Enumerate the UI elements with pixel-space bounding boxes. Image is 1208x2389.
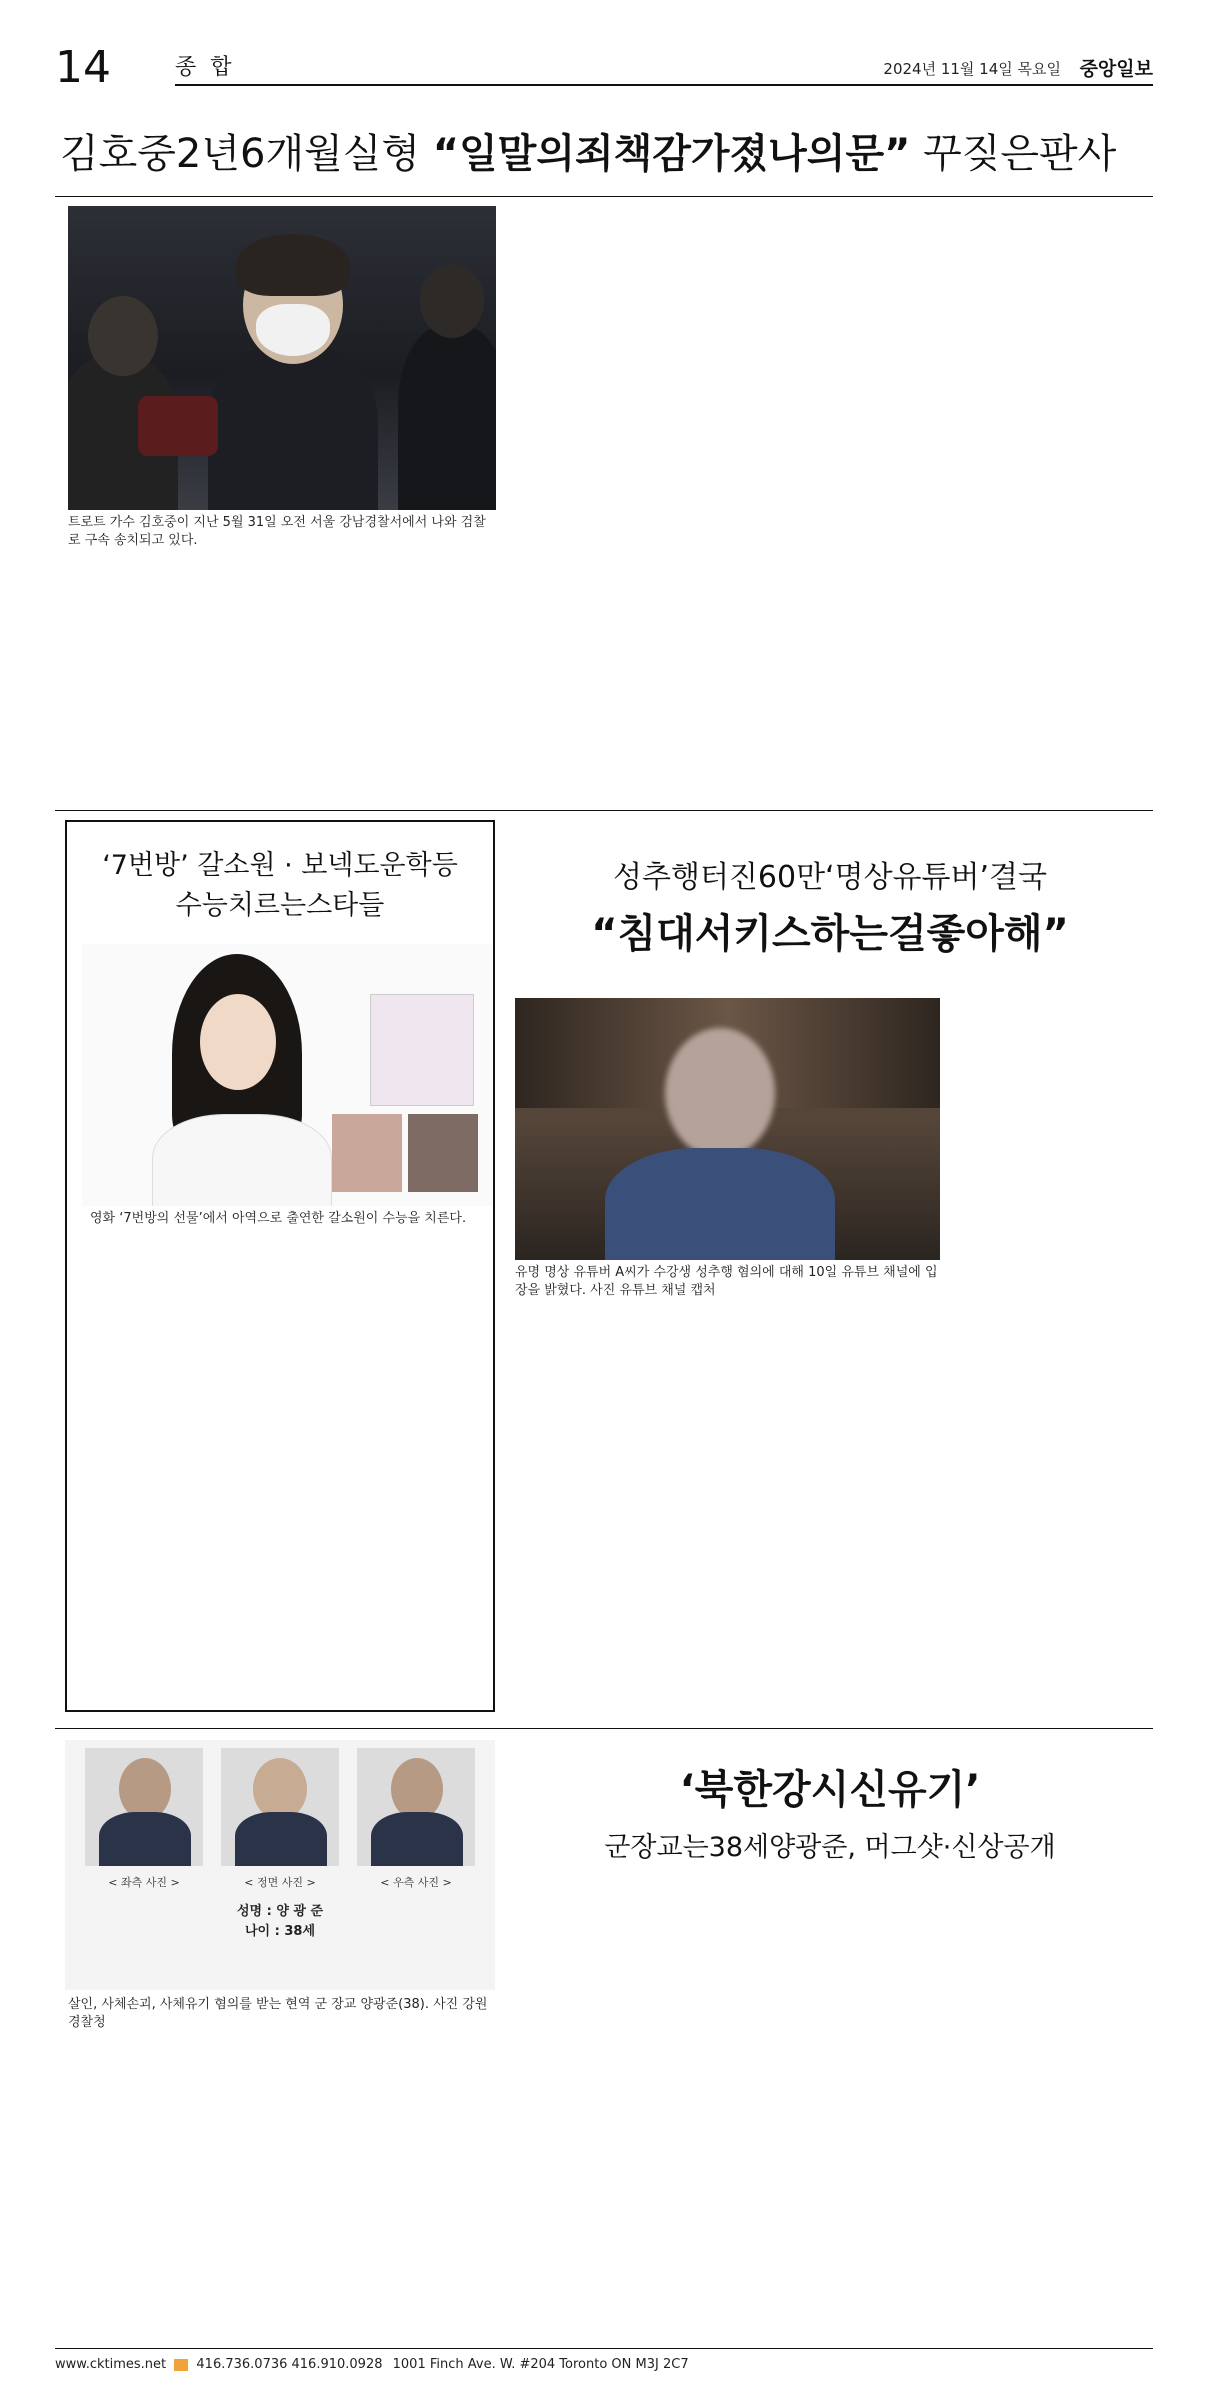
masthead-rule [175, 84, 1153, 86]
face-mask [256, 304, 330, 356]
story4-headline-title: ‘북한강시신유기’ [679, 1767, 981, 1813]
story4-photo [65, 1740, 495, 1990]
story1-photo [68, 206, 496, 510]
id-name: 성명 : 양 광 준 [236, 1904, 324, 1919]
story1-headline-pre: 김호중2년6개월실형 [60, 131, 421, 177]
story1-headline-post: 꾸짖은판사 [923, 131, 1117, 177]
suspect-panel-right [357, 1748, 475, 1866]
story2-headline-line1: ‘7번방’ 갈소원 · 보넥도운학등 [102, 850, 458, 881]
story4-headline-line2: 군장교는38세양광준, 머그샷·신상공개 [604, 1832, 1056, 1863]
blurred-face [665, 1028, 775, 1158]
id-age: 나이 : 38세 [244, 1924, 315, 1939]
story2-photo-caption: 영화 ‘7번방의 선물’에서 아역으로 출연한 갈소원이 수능을 치른다. [90, 1211, 467, 1226]
story3-headline-line2 [510, 908, 1150, 960]
panel-label-left: < 좌측 사진 > [108, 1876, 180, 1889]
suspect-front-body [235, 1812, 327, 1866]
person-center-hair [236, 234, 350, 296]
microphones [138, 396, 218, 456]
actress-shirt [152, 1114, 332, 1206]
masthead [55, 40, 1153, 100]
footer-phones: 416.736.0736 416.910.0928 [196, 2357, 383, 2372]
person-left-head [88, 296, 158, 376]
footer-contact [55, 2357, 689, 2372]
panel-label-right: < 우측 사진 > [380, 1876, 452, 1889]
section-name: 종합 [175, 55, 246, 80]
story1-bottom-rule [55, 810, 1153, 811]
movie-still-1 [332, 1114, 402, 1192]
footer-website[interactable]: www.cktimes.net [55, 2357, 167, 2372]
suspect-front-head [253, 1758, 307, 1820]
person-right-head [420, 264, 484, 338]
story3-bottom-rule [55, 1728, 1153, 1729]
actress-face [200, 994, 276, 1090]
page-footer [55, 2348, 1153, 2376]
story4-photo-caption: 살인, 사체손괴, 사체유기 혐의를 받는 현역 군 장교 양광준(38). 사진 강원경찰청 [68, 1997, 488, 2030]
person-center-figure [208, 346, 378, 510]
movie-still-2 [408, 1114, 478, 1192]
story3-headline-quote: “침대서키스하는걸좋아해” [591, 911, 1069, 957]
suspect-panel-front [221, 1748, 339, 1866]
person-right-figure [398, 326, 496, 510]
newspaper-brand: 중앙일보 [1079, 58, 1153, 80]
story3-photo [515, 998, 940, 1260]
panel-label-front: < 정면 사진 > [244, 1876, 316, 1889]
story2-photo [82, 944, 492, 1206]
story1-photo-caption: 트로트 가수 김호중이 지난 5월 31일 오전 서울 강남경찰서에서 나와 검찰로 구속 송치되고 있다. [68, 515, 486, 548]
issue-date: 2024년 11월 14일 목요일 [883, 60, 1061, 78]
story1-headline-rule [55, 196, 1153, 197]
suspect-right-head [391, 1758, 443, 1820]
suspect-panel-left [85, 1748, 203, 1866]
story2-headline-line2: 수능치르는스타들 [175, 890, 385, 921]
youtuber-shirt [605, 1148, 835, 1260]
story3-photo-caption: 유명 명상 유튜버 A씨가 수강생 성추행 혐의에 대해 10일 유튜브 채널에 입장을 밝혔다. 사진 유튜브 채널 캡처 [515, 1265, 938, 1298]
story4-headline-line1 [510, 1764, 1150, 1816]
story1-headline-quote: “일말의죄책감가졌나의문” [432, 131, 911, 177]
story1-headline [60, 128, 1116, 180]
phone-icon [174, 2359, 188, 2371]
suspect-left-body [99, 1812, 191, 1866]
suspect-left-head [119, 1758, 171, 1820]
footer-address: 1001 Finch Ave. W. #204 Toronto ON M3J 2C7 [392, 2357, 689, 2372]
suspect-right-body [371, 1812, 463, 1866]
story3-headline-line1: 성추행터진60만‘명상유튜버’결국 [613, 860, 1047, 895]
movie-poster-inset [370, 994, 474, 1106]
page-number: 14 [55, 42, 111, 93]
